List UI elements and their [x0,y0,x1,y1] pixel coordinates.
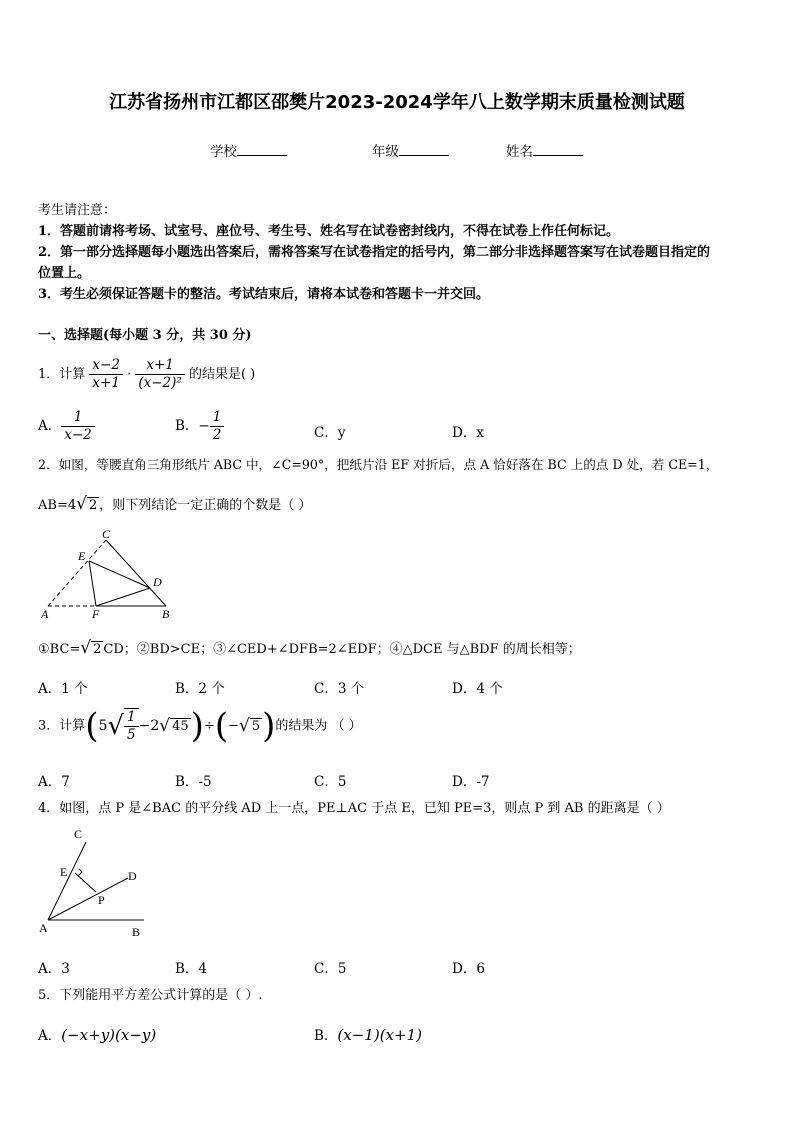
q2-option-d[interactable]: D．4 个 [452,681,503,697]
name-field[interactable]: 姓名 [506,140,583,160]
fig-label-p: P [98,893,105,907]
q2-option-c[interactable]: C．3 个 [314,681,365,697]
notice-item-3: 3．考生必须保证答题卡的整洁。考试结束后，请将本试卷和答题卡一并交回。 [38,287,490,302]
notice-item-2-cont: 位置上。 [38,266,91,281]
question-1: 1．计算 $\frac{x-2}{x+1}$ · $\frac{x+1}{\text{(x−2)²}}$ 的结果是( ) [38,357,256,391]
notice-item-1: 1．答题前请将考场、试室号、座位号、考生号、姓名写在试卷密封线内，不得在试卷上作任何标记。 [38,224,620,239]
notice-heading: 考生请注意： [38,203,117,218]
fig-label-c: C [102,530,111,541]
fig-label-e: E [60,865,68,879]
fig-label-a: A [39,921,48,935]
q4-option-d[interactable]: D．6 [452,961,485,977]
fig-label-b: B [132,925,141,938]
fig-label-a: A [41,607,49,621]
page-title: 江苏省扬州市江都区邵樊片2023-2024学年八上数学期末质量检测试题 [109,92,685,113]
q4-option-c[interactable]: C．5 [314,961,347,977]
question-2-cont: AB=4√ 2 ，则下列结论一定正确的个数是（ ） [38,494,312,514]
q1-option-c[interactable]: C．y [314,425,346,441]
question-2: 2．如图，等腰直角三角形纸片 ABC 中，∠C=90°，把纸片沿 EF 对折后，点 A 恰好落在 BC 上的点 D 处，若 CE=1， [38,457,719,472]
q2-triangle-figure [38,530,178,622]
grade-field[interactable]: 年级 [372,140,449,160]
q2-option-b[interactable]: B．2 个 [175,681,225,697]
fig-label-d: D [153,575,162,589]
q3-option-c[interactable]: C．5 [314,774,347,790]
q1-fraction-2: $\frac{x+1}{\text{(x−2)²}}$ [135,357,184,392]
fig-label-f: F [92,607,100,621]
q4-option-b[interactable]: B．4 [175,961,208,977]
q4-option-a[interactable]: A．3 [38,961,70,977]
q1-option-d[interactable]: D．x [452,425,484,441]
q4-angle-figure [36,826,156,938]
q3-option-b[interactable]: B．-5 [175,774,212,790]
fig-label-b: B [162,607,170,621]
school-blank[interactable] [237,143,287,156]
q2-conditions: ①BC=√ 2 CD；②BD>CE；③∠CED+∠DFB=2∠EDF；④△DCE 与△BDF 的周长相等； [38,638,581,658]
q1-option-a[interactable]: A． $\frac{1}{x-2}$ [38,409,95,444]
fig-label-d: D [128,869,137,883]
q3-option-d[interactable]: D．-7 [452,774,490,790]
q2-option-a[interactable]: A．1 个 [38,681,88,697]
fig-label-e: E [78,549,86,563]
question-3: 3．计算(5√ $\frac{1}{5}$ −2√ 45)÷(−√ 5)的结果为 （ ） [38,706,362,746]
q1-option-b[interactable]: B．− $\frac{1}{2}$ [175,409,224,444]
fig-label-c: C [74,827,83,841]
school-field[interactable]: 学校 [210,140,287,160]
q5-option-b[interactable]: B．(x−1)(x+1) [314,1026,422,1044]
section-heading: 一、选择题(每小题 3 分，共 30 分) [38,328,252,343]
question-5: 5．下列能用平方差公式计算的是（ ）. [38,988,263,1003]
notice-item-2: 2．第一部分选择题每小题选出答案后，需将答案写在试卷指定的括号内，第二部分非选择题答案写在试卷题目指定的 [38,245,711,260]
q1-fraction-1: $\frac{x-2}{x+1}$ [89,357,123,392]
q3-option-a[interactable]: A．7 [38,774,70,790]
question-4: 4．如图，点 P 是∠BAC 的平分线 AD 上一点，PE⊥AC 于点 E，已知 PE=3，则点 P 到 AB 的距离是（ ） [38,801,670,816]
grade-blank[interactable] [399,143,449,156]
name-blank[interactable] [533,143,583,156]
q5-option-a[interactable]: A．(−x+y)(x−y) [38,1026,157,1044]
